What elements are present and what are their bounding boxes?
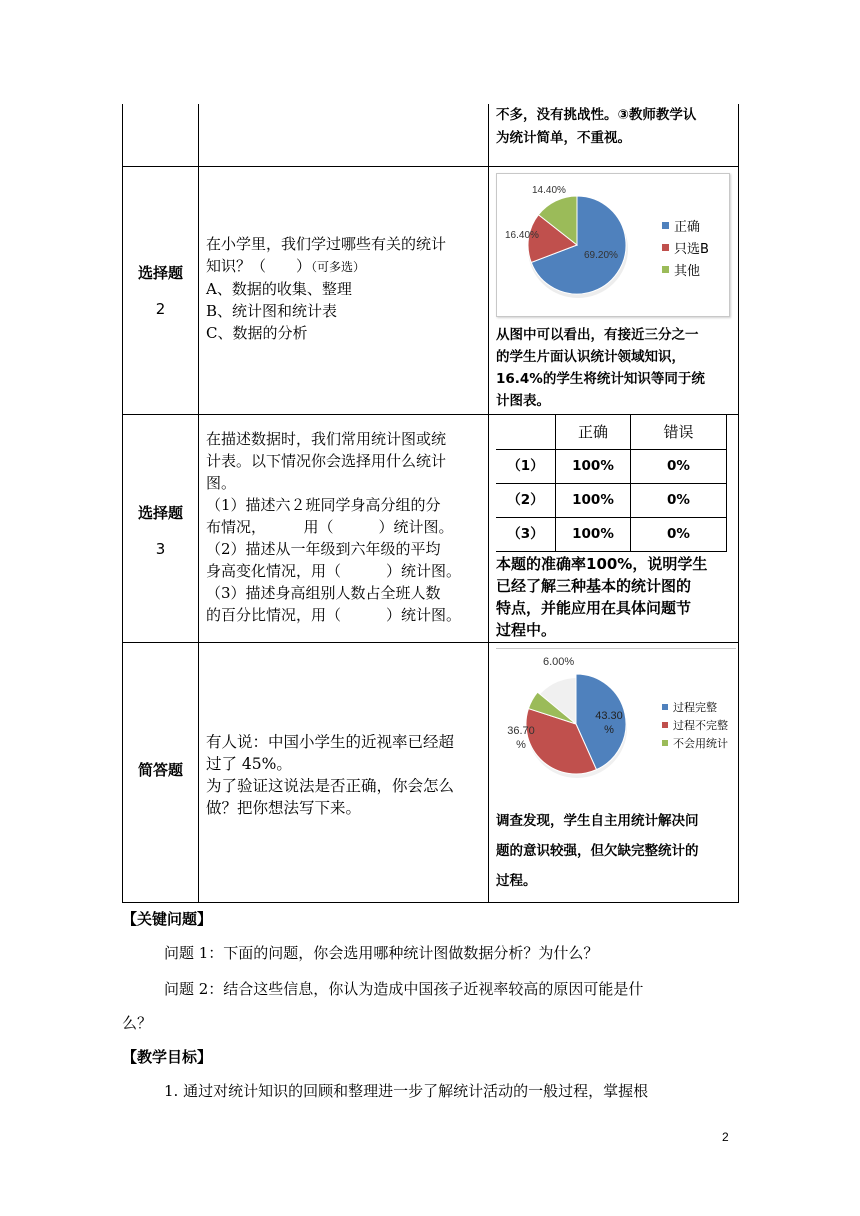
row3-analysis-note — [496, 553, 736, 641]
pie1-legend-onlyb — [662, 238, 709, 257]
note-line: 特点，并能应用在具体问题节 — [496, 599, 692, 617]
note-line: 的学生片面认识统计领域知识， — [496, 349, 685, 365]
legend-label: 正确 — [674, 220, 701, 235]
pie1-label-correct: 69.20% — [584, 250, 618, 261]
row4-question-text — [206, 731, 486, 819]
table-row-label: （2） — [507, 492, 544, 508]
legend-label: 只选B — [674, 242, 709, 257]
legend-label: 过程不完整 — [673, 719, 728, 732]
note-line: 题的意识较强，但欠缺完整统计的 — [496, 843, 699, 859]
pie-chart-2-frame — [496, 648, 736, 797]
row3-question-type — [123, 495, 198, 567]
question-line: 身高变化情况，用（ ）统计图。 — [206, 562, 462, 580]
table-border-bottom — [122, 902, 739, 903]
pie2-label-incomplete — [501, 724, 541, 752]
table-cell: 100% — [572, 492, 614, 508]
question-line: 在描述数据时，我们常用统计图或统 — [206, 430, 447, 448]
option-c: C、数据的分析 — [206, 324, 308, 342]
note-line: 已经了解三种基本的统计图的 — [496, 577, 692, 595]
row2-analysis-note — [496, 324, 736, 412]
note-line: 计图表。 — [496, 393, 550, 409]
question-line: 的百分比情况，用（ ）统计图。 — [206, 606, 462, 624]
legend-swatch — [662, 244, 669, 251]
pie2-label-complete-value: 43.30 — [595, 710, 623, 722]
note-line: 为统计简单，不重视。 — [496, 130, 631, 146]
legend-label: 过程完整 — [673, 701, 717, 714]
question-line: 在小学里，我们学过哪些有关的统计 — [206, 235, 447, 253]
row2-question-text — [206, 233, 486, 344]
note-line: 16.4%的学生将统计知识等同于统 — [496, 371, 705, 387]
pie2-legend-cannot — [662, 735, 728, 751]
table-header-correct: 正确 — [577, 423, 608, 441]
table-border-col1 — [198, 104, 199, 902]
question-line: 为了验证这说法是否正确，你会怎么 — [206, 777, 455, 795]
note-line: 过程。 — [496, 873, 537, 889]
table-border-right — [738, 104, 739, 902]
legend-label: 其他 — [674, 264, 701, 279]
pie1-label-onlyb: 16.40% — [505, 230, 539, 241]
pie1-legend-correct — [662, 216, 700, 235]
note-line: 不多，没有挑战性。③教师教学认 — [496, 107, 697, 123]
question-line: 计表。以下情况你会选择用什么统计 — [206, 452, 447, 470]
pie2-label-complete — [591, 709, 627, 737]
option-a: A、数据的收集、整理 — [206, 280, 352, 298]
row1-analysis-note — [496, 104, 736, 150]
question-line — [206, 255, 486, 278]
pie1-label-other: 14.40% — [532, 185, 566, 196]
question-line-part: 知识？（ ） — [206, 257, 312, 275]
table-cell: 0% — [667, 492, 690, 508]
row4-question-type: 简答题 — [137, 761, 183, 779]
pie2-label-cannot: 6.00% — [543, 656, 575, 668]
pie1-legend-other — [662, 260, 700, 279]
note-line: 过程中。 — [496, 621, 557, 639]
table-row-label: （3） — [507, 526, 544, 542]
question-line: 过了 45%。 — [206, 755, 292, 773]
question-number: 3 — [155, 540, 166, 558]
results-table-line — [726, 415, 727, 551]
question-number: 2 — [155, 300, 166, 318]
legend-swatch — [662, 722, 668, 728]
objectives-heading: 【教学目标】 — [122, 1048, 213, 1066]
question-type-label: 选择题 — [137, 264, 183, 282]
table-row-label: （1） — [507, 458, 544, 474]
table-header-wrong: 错误 — [663, 423, 694, 441]
results-table-line — [496, 551, 727, 552]
table-cell: 100% — [572, 526, 614, 542]
row3-question-text — [206, 428, 486, 626]
table-cell: 0% — [667, 458, 690, 474]
note-line: 调查发现，学生自主用统计解决问 — [496, 813, 699, 829]
key-question-2-line2: 么？ — [122, 1014, 153, 1032]
page-number: 2 — [722, 1130, 729, 1144]
note-line: 从图中可以看出，有接近三分之一 — [496, 327, 699, 343]
legend-swatch — [662, 222, 669, 229]
legend-swatch — [662, 704, 668, 710]
option-b: B、统计图和统计表 — [206, 302, 338, 320]
results-table — [496, 415, 727, 551]
table-cell: 100% — [572, 458, 614, 474]
question-line: 图。 — [206, 474, 237, 492]
note-line: 本题的准确率100%，说明学生 — [496, 555, 708, 573]
question-line: （1）描述六２班同学身高分组的分 — [206, 496, 441, 514]
question-line: 做？把你想法写下来。 — [206, 799, 362, 817]
question-line: 有人说：中国小学生的近视率已经超 — [206, 733, 455, 751]
key-question-2-line1: 问题 2：结合这些信息，你认为造成中国孩子近视率较高的原因可能是什 — [164, 980, 644, 998]
pie2-legend-complete — [662, 699, 717, 715]
pie2-legend-incomplete — [662, 717, 728, 733]
pie2-label-incomplete-unit: % — [516, 739, 526, 751]
question-note-small: （可多选） — [311, 260, 366, 274]
legend-label: 不会用统计 — [673, 737, 728, 750]
legend-swatch — [662, 266, 669, 273]
question-type-label: 选择题 — [137, 504, 183, 522]
legend-swatch — [662, 740, 668, 746]
key-question-1: 问题 1：下面的问题，你会选用哪种统计图做数据分析？为什么？ — [164, 944, 599, 962]
row-divider-3 — [122, 642, 739, 643]
pie2-label-complete-unit: % — [604, 724, 614, 736]
question-line: （3）描述身高组别人数占全班人数 — [206, 584, 441, 602]
question-line: 布情况， 用（ ）统计图。 — [206, 518, 454, 536]
row2-question-type — [123, 255, 198, 327]
row4-analysis-note — [496, 806, 736, 896]
objective-item-1: 1. 通过对统计知识的回顾和整理进一步了解统计活动的一般过程，掌握根 — [164, 1082, 649, 1100]
question-line: （2）描述从一年级到六年级的平均 — [206, 540, 441, 558]
pie2-label-incomplete-value: 36.70 — [507, 725, 535, 737]
table-border-col2 — [488, 104, 489, 902]
table-cell: 0% — [667, 526, 690, 542]
pie-chart-1-frame — [496, 173, 730, 317]
key-questions-heading: 【关键问题】 — [122, 910, 213, 928]
row-divider-1 — [122, 166, 739, 167]
